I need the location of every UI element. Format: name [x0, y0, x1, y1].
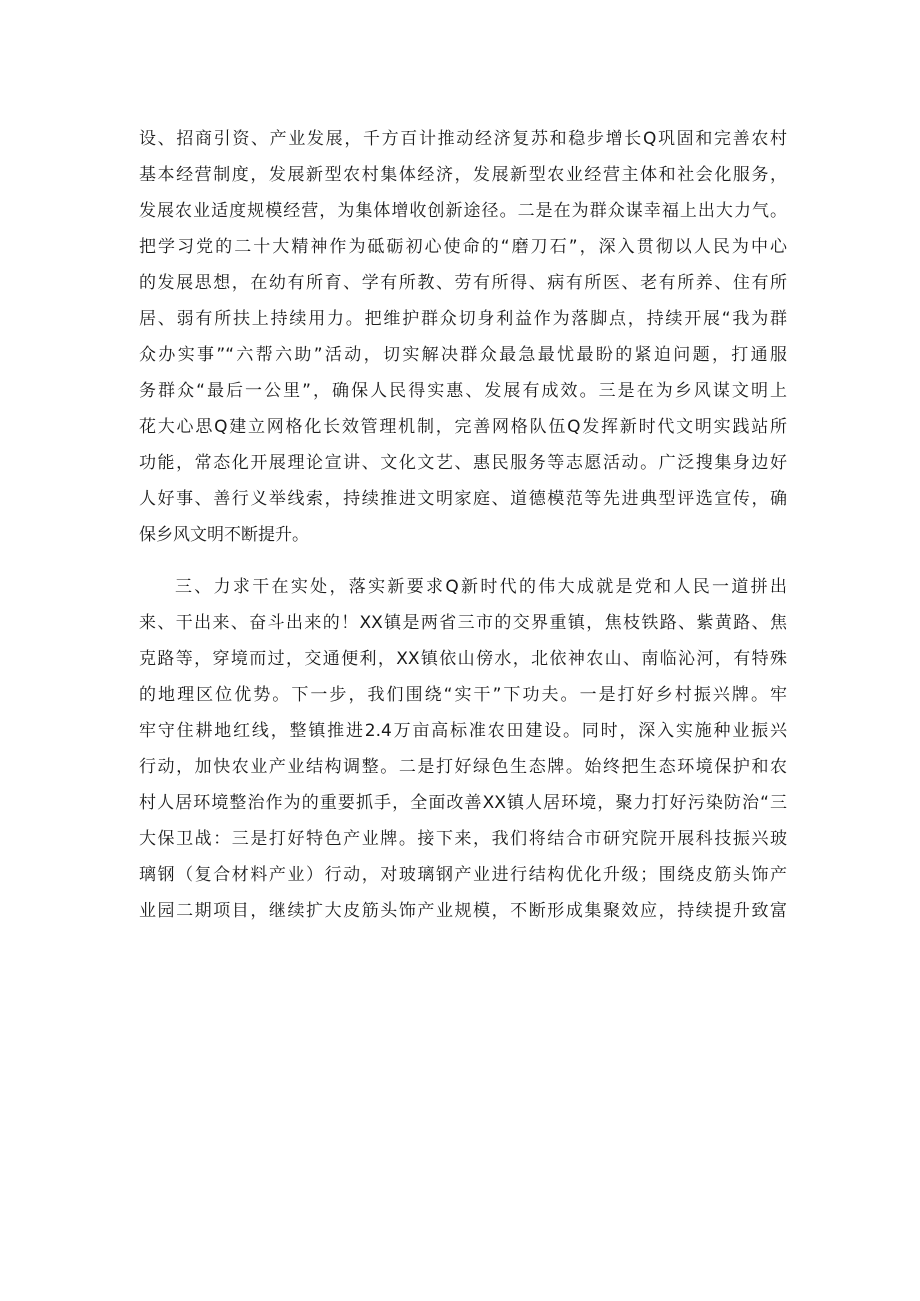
paragraph-line: 众办实事”“六帮六助”活动，切实解决群众最急最忧最盼的紧迫问题，打通服 — [139, 345, 787, 365]
paragraph-2 — [139, 569, 787, 929]
paragraph-line: 基本经营制度，发展新型农村集体经济，发展新型农业经营主体和社会化服务， — [139, 165, 787, 185]
paragraph-line: 花大心思Q建立网格化长效管理机制，完善网格队伍Q发挥新时代文明实践站所 — [139, 417, 787, 437]
paragraph-line: 大保卫战：三是打好特色产业牌。接下来，我们将结合市研究院开展科技振兴玻 — [139, 829, 787, 849]
paragraph-line: 璃钢（复合材料产业）行动，对玻璃钢产业进行结构优化升级；围绕皮筋头饰产 — [139, 865, 787, 885]
paragraph-line: 设、招商引资、产业发展，千方百计推动经济复苏和稳步增长Q巩固和完善农村 — [139, 129, 787, 149]
paragraph-line: 的地理区位优势。下一步，我们围绕“实干”下功夫。一是打好乡村振兴牌。牢 — [139, 685, 787, 705]
paragraph-line: 来、干出来、奋斗出来的！XX镇是两省三市的交界重镇，焦枝铁路、紫黄路、焦 — [139, 613, 787, 633]
paragraph-line: 保乡风文明不断提升。 — [139, 525, 309, 545]
paragraph-line: 居、弱有所扶上持续用力。把维护群众切身利益作为落脚点，持续开展“我为群 — [139, 309, 787, 329]
paragraph-line: 功能，常态化开展理论宣讲、文化文艺、惠民服务等志愿活动。广泛搜集身边好 — [139, 453, 787, 473]
paragraph-line: 三、力求干在实处，落实新要求Q新时代的伟大成就是党和人民一道拼出 — [175, 577, 787, 597]
paragraph-gap — [139, 553, 787, 569]
paragraph-1 — [139, 121, 787, 553]
paragraph-line: 的发展思想，在幼有所育、学有所教、劳有所得、病有所医、老有所养、住有所 — [139, 273, 787, 293]
paragraph-line: 牢守住耕地红线，整镇推进2.4万亩高标准农田建设。同时，深入实施种业振兴 — [139, 721, 787, 741]
paragraph-line: 人好事、善行义举线索，持续推进文明家庭、道德模范等先进典型评选宣传，确 — [139, 489, 787, 509]
paragraph-line: 发展农业适度规模经营，为集体增收创新途径。二是在为群众谋幸福上出大力气。 — [139, 201, 787, 221]
paragraph-line: 务群众“最后一公里”，确保人民得实惠、发展有成效。三是在为乡风谋文明上 — [139, 381, 787, 401]
paragraph-line: 克路等，穿境而过，交通便利，XX镇依山傍水，北依神农山、南临沁河，有特殊 — [139, 649, 787, 669]
paragraph-line: 把学习党的二十大精神作为砥砺初心使命的“磨刀石”，深入贯彻以人民为中心 — [139, 237, 787, 257]
paragraph-line: 业园二期项目，继续扩大皮筋头饰产业规模，不断形成集聚效应，持续提升致富 — [139, 901, 787, 921]
document-body — [139, 121, 787, 929]
paragraph-line: 行动，加快农业产业结构调整。二是打好绿色生态牌。始终把生态环境保护和农 — [139, 757, 787, 777]
paragraph-line: 村人居环境整治作为的重要抓手，全面改善XX镇人居环境，聚力打好污染防治“三 — [139, 793, 787, 813]
